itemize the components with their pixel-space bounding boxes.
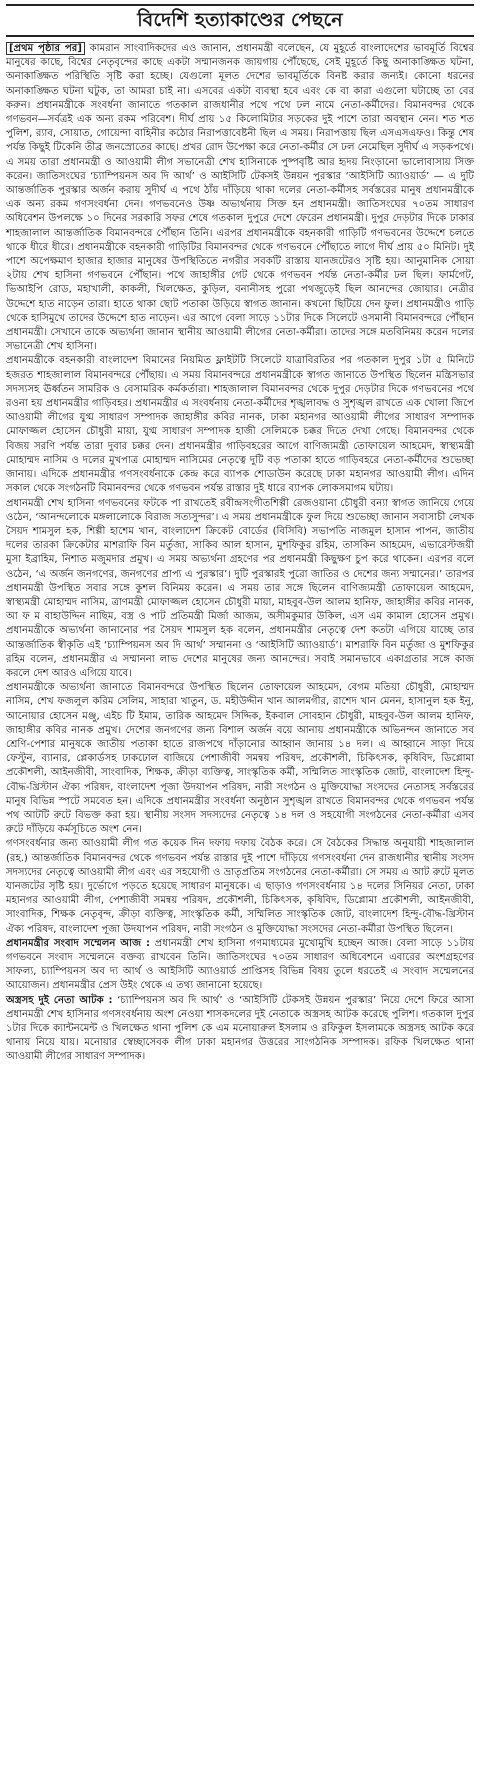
article-paragraph: [6, 837, 474, 936]
paragraph-text: ‘চ্যাম্পিয়নস অব দি আর্থ’ ও ‘আইসিটি টেকসই উন্নয়ন পুরস্কার’ নিয়ে দেশে ফিরে আসা প্রধানমন্ত্রী শেখ হাসিনার গণসংবর্ধনায় অংশ নেওয়া শাসকদলের দুই নেতাকে অস্ত্রসহ আটক করেছে পুলিশ। গতকাল দুপুর ১টার দিকে ক্যান্টনমেন্ট ও খিলক্ষেত থানা পুলিশ কে এম মনোয়ারুল ইসলাম ও রফিকুল ইসলামকে অস্ত্রসহ আটক করে থানায় নিয়ে যায়। মনোয়ার স্বেচ্ছাসেবক লীগ ঢাকা মহানগর উত্তরের সাংগঠনিক সম্পাদক। রফিক খিলক্ষেত থানা আওয়ামী লীগের সাধারণ সম্পাদক।: [6, 994, 474, 1063]
subheading-press-conference: প্রধানমন্ত্রীর সংবাদ সম্মেলন আজ :: [6, 937, 151, 949]
paragraph-text: প্রধানমন্ত্রীকে বহনকারী বাংলাদেশ বিমানের নিয়মিত ফ্লাইটটি সিলেটে যাত্রাবিরতির পর গতকাল দুপুর ১টা ৫ মিনিটে হজরত শাহজালাল বিমানবন্দরে পৌঁছায়। এ সময় বিমানবন্দরে প্রধানমন্ত্রীকে স্বাগত জানাতে উপস্থিত ছিলেন মন্ত্রিসভার সদস্যসহ ঊর্ধ্বতন সামরিক ও বেসামরিক কর্মকর্তারা। শাহজালাল বিমানবন্দর থেকে দুপুর দেড়টার দিকে গণভবনের পথে রওনা হয় প্রধানমন্ত্রীর গাড়িবহর। প্রধানমন্ত্রীর এ সংবর্ধনায় নেতা-কর্মীদের শৃঙ্খলাবদ্ধ ও সুশৃঙ্খল রাখতে এক খোলা জিপে আওয়ামী লীগের যুগ্ম সাধারণ সম্পাদক জাহাঙ্গীর কবির নানক, ঢাকা মহানগর আওয়ামী লীগের সাধারণ সম্পাদক মোফাজ্জল হোসেন চৌধুরী মায়া, যুগ্ম সাধারণ সম্পাদক হাজী সেলিমকে চক্কর দিতে দেখা গেছে। বিমানবন্দর থেকে বিজয় সরণি পর্যন্ত তারা দুবার চক্কর দেন। প্রধানমন্ত্রীর গাড়িবহরের আগে বাণিজ্যমন্ত্রী তোফায়েল আহমেদ, স্বাস্থ্যমন্ত্রী মোহাম্মদ নাসিম ও দলের মুখপাত্র মোহাম্মদ নাসিমের নেতৃত্বে দুটি বড় পতাকা হাতে গাড়িবহরে নেতা-কর্মীদের শুভেচ্ছা জানায়। এদিকে প্রধানমন্ত্রীর গণসংবর্ধনাকে কেন্দ্র করে ব্যাপক শোডাউন করেছে ঢাকা মহানগর আওয়ামী লীগ। এদিন সকাল থেকে সংগঠনটি বিমানবন্দর থেকে গণভবন পর্যন্ত রাস্তার দুই ধারে ব্যাপক লোকসমাগম ঘটায়।: [6, 355, 474, 495]
article-paragraph: [6, 497, 474, 682]
paragraph-text: প্রধানমন্ত্রী শেখ হাসিনা গণমাধ্যমের মুখোমুখি হচ্ছেন আজ। বেলা সাড়ে ১১টায় গণভবনে সংবাদ সম্মেলনে বক্তব্য রাখবেন তিনি। জাতিসংঘের ৭০তম সাধারণ অধিবেশনে এবারের অংশগ্রহণের সাফল্য, চ্যাম্পিয়নস অব দ্য আর্থ ও আইসিটি অ্যাওয়ার্ড প্রাপ্তিসহ বিভিন্ন বিষয় তুলে ধরতেই এ সংবাদ সম্মেলনের আয়োজন। প্রধানমন্ত্রীর প্রেস উইং থেকে এ তথ্য জানানো হয়েছে।: [6, 937, 475, 992]
article-paragraph: [6, 354, 474, 496]
paragraph-text: প্রধানমন্ত্রীকে অভ্যর্থনা জানাতে বিমানবন্দরে উপস্থিত ছিলেন তোফায়েল আহমেদ, বেগম মতিয়া চৌধুরী, মোহাম্মদ নাসিম, শেখ ফজলুল করিম সেলিম, সাহারা খাতুন, ড. মহীউদ্দীন খান আলমগীর, রাশেদ খান মেনন, হাসানুল হক ইনু, আনোয়ার হোসেন মঞ্জু, এইচ টি ইমাম, তারিক আহমেদ সিদ্দিক, ইকবাল সোবহান চৌধুরী, মাহবুব-উল আলম হানিফ, জাহাঙ্গীর কবির নানক প্রমুখ। দেশের জনগণের জন্য বিশাল অর্জন বয়ে আনায় প্রধানমন্ত্রীকে অভিনন্দন জানাতে সব শ্রেণি-পেশার মানুষকে জাতীয় পতাকা হাতে রাজপথে দাঁড়ানোর আহ্বান জানায় ১৪ দল। এ আহ্বানে সাড়া দিয়ে ফেস্টুন, ব্যানার, প্লেকার্ডসহ ঢাকঢোল বাজিয়ে পেশাজীবী সমন্বয় পরিষদ, প্রকৌশলী, চিকিৎসক, কৃষিবিদ, ডিপ্লোমা প্রকৌশলী, আইনজীবী, সাংবাদিক, শিক্ষক, ক্রীড়া ব্যক্তিত্ব, সাংস্কৃতিক কর্মী, সম্মিলিত সাংস্কৃতিক জোট, বাংলাদেশ হিন্দু-বৌদ্ধ-খ্রিস্টান ঐক্য পরিষদ, বাংলাদেশ পূজা উদযাপন পরিষদ, নারী সংগঠন ও মুক্তিযোদ্ধা সংসদের নেতাসহ সর্বস্তরের মানুষ বিভিন্ন স্পটে সমবেত হন। এদিকে প্রধানমন্ত্রীর সংবর্ধনা অনুষ্ঠান সুশৃঙ্খল রাখতে বিমানবন্দর থেকে গণভবন পর্যন্ত পথ আটটি রুটে বিভক্ত করা হয়। স্থানীয় সংসদ সদস্যদের নেতৃত্বে ১৪ দল ও সহযোগী সংগঠনের নেতা-কর্মীরা এসব রুটে দাঁড়িয়ে কর্মসূচিতে অংশ নেন।: [6, 682, 474, 836]
headline-bar: [6, 4, 474, 37]
headline: বিদেশি হত্যাকাণ্ডের পেছনে: [137, 9, 343, 31]
paragraph-text: কামরান সাংবাদিকদের এও জানান, প্রধানমন্ত্রী বলেছেন, যে মুহূর্তে বাংলাদেশের ভাবমূর্তি বিশ্বের মানুষের কাছে, বিশ্বের নেতৃবৃন্দের কাছে একটা সম্মানজনক জায়গায় পৌঁছেছে, সেই মুহূর্তে কিছু অনাকাঙ্ক্ষিত ঘটনা, অনাকাঙ্ক্ষিত পরিস্থিতি সৃষ্টি করা হচ্ছে। যেগুলো মূলত দেশের ভাবমূর্তিকে বিনষ্ট করার জন্যই। কোনো ধরনের অনাকাঙ্ক্ষিত ঘটনা ঘটুক, তা আমরা চাই না। এসবের একটা ব্যবস্থা হবে এবং কে বা কারা এগুলো ঘটাচ্ছে তা বের করুন। প্রধানমন্ত্রীকে সংবর্ধনা জানাতে গতকাল রাজধানীর পথে পথে ঢল নামে নেতা-কর্মীদের। বিমানবন্দর থেকে গণভবন—সর্বত্রই এক অন্য রকম পরিবেশ। দীর্ঘ প্রায় ১৫ কিলোমিটার সড়কের দুই পাশে তারা অবস্থান নেন। শত শত পুলিশ, র‍্যাব, সোয়াত, গোয়েন্দা বাহিনীর কঠোর নিরাপত্তাবেষ্টনী ছিল এ সময়। নিরাপত্তায় ছিল এসএসএফও। কিন্তু শেষ পর্যন্ত কিছুই টিকেনি তীব্র জনস্রোতের কাছে। প্রখর রোদ উপেক্ষা করে নেতা-কর্মীর সে ঢল নেমেছিল সুদীর্ঘ এ সড়কপথে। এ সময় তারা প্রধানমন্ত্রী ও আওয়ামী লীগ সভানেত্রী শেখ হাসিনাকে পুষ্পবৃষ্টি আর হৃদয় নিংড়ানো ভালোবাসায় সিক্ত করেন। জাতিসংঘের ‘চ্যাম্পিয়নস অব দি আর্থ’ ও আইসিটি টেকসই উন্নয়ন পুরস্কার ‘আইসিটি অ্যাওয়ার্ড’ — এ দুটি আন্তর্জাতিক পুরস্কার অর্জন করায় সুদীর্ঘ এ পথে ঠাঁয় দাঁড়িয়ে থাকা দলের নেতা-কর্মীসহ সর্বস্তরের মানুষ প্রধানমন্ত্রীকে এক অন্য রকম গণসংবর্ধনা দেন। গণভবনেও উষ্ণ অভ্যর্থনায় সিক্ত হন প্রধানমন্ত্রী। জাতিসংঘের ৭০তম সাধারণ অধিবেশন উপলক্ষে ১০ দিনের সরকারি সফর শেষে গতকাল দুপুরে দেশে ফেরেন প্রধানমন্ত্রী। দুপুর দেড়টার দিকে ঢাকার শাহজালাল আন্তর্জাতিক বিমানবন্দরে পৌঁছান তিনি। এরপর প্রধানমন্ত্রীকে বহনকারী গাড়িটি গণভবনের উদ্দেশে চলতে থাকে ধীরে ধীরে। প্রধানমন্ত্রীকে বহনকারী গাড়িটির বিমানবন্দর থেকে গণভবনে পৌঁছাতে লাগে দীর্ঘ প্রায় ৫০ মিনিট। দুই পাশে অপেক্ষমাণ হাজার হাজার মানুষের উপস্থিতিতে নগরীর সবকটি রাস্তায় যানজটেরও সৃষ্টি হয়। আনুমানিক সোয়া ২টায় শেখ হাসিনা গণভবনে পৌঁছান। পথে জাহাঙ্গীর গেট থেকে গণভবন পর্যন্ত নেতা-কর্মীর ঢল ছিল। ফার্মগেট, ভিআইপি রোড, মহাখালী, কাকলী, খিলক্ষেত, কুড়িল, বনানীসহ পুরো পথজুড়েই ছিল আনন্দের জোয়ার। নেত্রীর উদ্দেশে হাত নাড়েন তারা। হাতে থাকা ছোট পতাকা উড়িয়ে স্বাগত জানান। কখনো ছিটিয়ে দেন ফুল। প্রধানমন্ত্রীও গাড়ি থেকে হাসিমুখে তাদের উদ্দেশে হাত নাড়েন। এর আগে বেলা সাড়ে ১১টার দিকে সিলেটে ওসমানী বিমানবন্দরে পৌঁছান প্রধানমন্ত্রী। সেখানে তাকে অভ্যর্থনা জানান স্থানীয় আওয়ামী লীগের নেতা-কর্মীরা। তাদের সঙ্গে মতবিনিময় করেন দলের সভানেত্রী শেখ হাসিনা।: [6, 43, 475, 353]
paragraph-text: গণসংবর্ধনার জন্য আওয়ামী লীগ গত কয়েক দিন দফায় দফায় বৈঠক করে। সে বৈঠকের সিদ্ধান্ত অনুযায়ী শাহজালাল (রহ.) আন্তর্জাতিক বিমানবন্দর থেকে গণভবন পর্যন্ত রাস্তার দুই পাশে দাঁড়িয়ে গণসংবর্ধনা দেন রাজধানীর স্থানীয় সংসদ সদস্যদের নেতৃত্বে আওয়ামী লীগ এবং এর সহযোগী ও ভ্রাতৃপ্রতিম সংগঠনের নেতা-কর্মীরা। সে সময় এ আট রুটে মূলত যানজটের সৃষ্টি হয়। দুর্ভোগে পড়তে হয়েছে সাধারণ মানুষকে। এ ছাড়াও গণসংবর্ধনায় ১৪ দলের সিনিয়র নেতা, ঢাকা মহানগর আওয়ামী লীগ, পেশাজীবী সমন্বয় পরিষদ, প্রকৌশলী, চিকিৎসক, কৃষিবিদ, ডিপ্লোমা প্রকৌশলী, আইনজীবী, সাংবাদিক, শিক্ষক নেতৃবৃন্দ, ক্রীড়া ব্যক্তিত্ব, সাংস্কৃতিক কর্মী, সম্মিলিত সাংস্কৃতিক জোট, বাংলাদেশ হিন্দু-বৌদ্ধ-খ্রিস্টান ঐক্য পরিষদ, বাংলাদেশ পূজা উদযাপন পরিষদ, নারী সংগঠন ও মুক্তিযোদ্ধা সংসদের নেতা-কর্মীরা উপস্থিত ছিলেন।: [6, 838, 474, 935]
continuation-label: [প্রথম পৃষ্ঠার পর]: [6, 42, 85, 55]
subheading-arrest: অস্ত্রসহ দুই নেতা আটক :: [6, 994, 113, 1006]
article-body: [6, 42, 474, 1065]
article-paragraph: [6, 994, 474, 1065]
article-paragraph: [6, 681, 474, 837]
article-paragraph: [6, 937, 474, 994]
article-paragraph: [6, 42, 474, 354]
paragraph-text: প্রধানমন্ত্রী শেখ হাসিনা গণভবনের ফটকে পা রাখতেই রবীন্দ্রসংগীতশিল্পী রেজওয়ানা চৌধুরী বন্যা স্বাগত জানিয়ে গেয়ে ওঠেন, ‘আনন্দলোকে মঙ্গলালোকে বিরাজ সত্যসুন্দর’। এ সময় প্রধানমন্ত্রীকে ফুল দিয়ে শুভেচ্ছা জানান সবাসাচী লেখক সৈয়দ শামসুল হক, শিল্পী হাশেম খান, বাংলাদেশ ক্রিকেট বোর্ডের (বিসিবি) সভাপতি নাজমুল হাসান পাপন, জাতীয় দলের তারকা ক্রিকেটার মাশরাফি বিন মর্তুজা, সাকিব আল হাসান, মুশফিকুর রহিম, তাসকিন আহমেদ, এভারেস্টজয়ী মুসা ইব্রাহিম, নিশাত মজুমদার প্রমুখ। এ সময় অভ্যর্থনা গ্রহণের পর প্রধানমন্ত্রী কিছুক্ষণ চুপ করে থাকেন। এরপর বলে ওঠেন, ‘এ অর্জন জনগণের, জনগণের প্রাপ্য এ পুরস্কার’। দুটি পুরস্কারই পুরো জাতির ও দেশের জন্য সম্মানের।’ তারপর প্রধানমন্ত্রী উপস্থিত সবার সঙ্গে কুশল বিনিময় করেন। এ সময় তার সঙ্গে ছিলেন বাণিজ্যমন্ত্রী তোফায়েল আহমেদ, স্বাস্থ্যমন্ত্রী মোহাম্মদ নাসিম, ত্রাণমন্ত্রী মোফাজ্জল হোসেন চৌধুরী মায়া, মাহবুব-উল আলম হানিফ, জাহাঙ্গীর কবির নানক, আ ফ ম বাহাউদ্দিন নাছিম, বস্ত্র ও পাট প্রতিমন্ত্রী মির্জা আজম, অসীমকুমার উকিল, এস এম কামাল হোসেন প্রমুখ। প্রধানমন্ত্রীকে অভ্যর্থনা জানানোর পর সৈয়দ শামসুল হক বলেন, প্রধানমন্ত্রীর নেতৃত্বে দেশ কতটা এগিয়ে যাচ্ছে তার আন্তর্জাতিক স্বীকৃতি এই ‘চ্যাম্পিয়নস অব দি আর্থ’ সম্মাননা ও ‘আইসিটি অ্যাওয়ার্ড’। মাশরাফি বিন মর্তুজা ও মুশফিকুর রহিম বলেন, প্রধানমন্ত্রীর এ সম্মাননা লাভ দেশের মানুষের জন্য আনন্দের। সবাই সমানভাবে একাগ্রতার সঙ্গে কাজ করলে দেশ আরও এগিয়ে যাবে।: [6, 497, 474, 679]
